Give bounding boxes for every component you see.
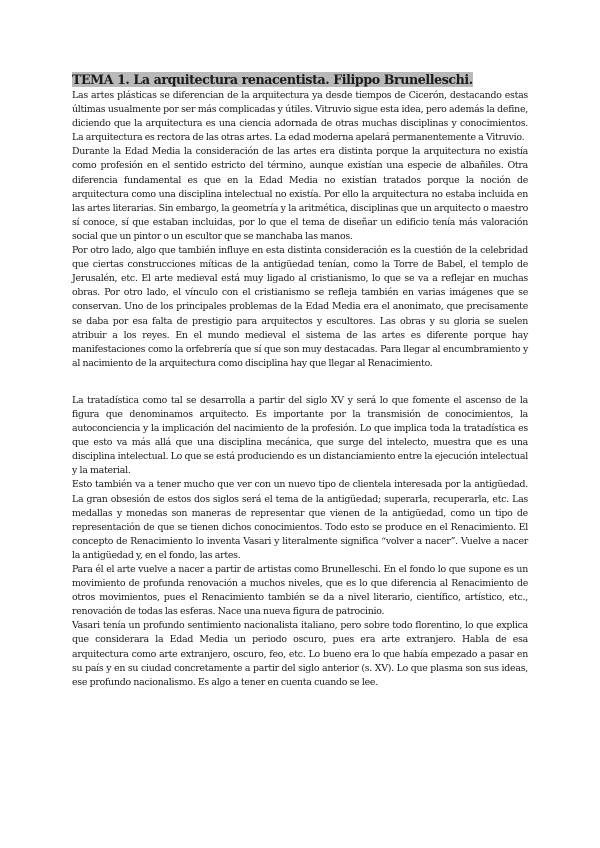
paragraph: Durante la Edad Media la consideración de las artes era distinta porque la arquitectura no existía como profesión en el sentido estricto del término, aunque existían una especie de albañiles. Otra diferencia fundamental es que en la Edad Media no existían tratados porque la noción de arquitectura como una disciplina intelectual no existía. Por ello la arquitectura no estaba incluida en las artes literarias. Sin embargo, la geometría y la aritmética, disciplinas que un arquitecto o maestro sí conoce, sí que estaban incluidas, por lo que el tema de diseñar un edificio tenía más valoración social que un pintor o un escultor que se manchaba las manos. xyxy=(72,146,528,242)
paragraph: Vasari tenía un profundo sentimiento nacionalista italiano, pero sobre todo florentino, lo que explica que considerara la Edad Media un periodo oscuro, pues era arte extranjero. Habla de esa arquitectura como arte extranjero, oscuro, feo, etc. Lo bueno era lo que había empezado a pasar en su país y en su ciudad concretamente a partir del siglo anterior (s. XV). Lo que plasma son sus ideas, ese profundo nacionalismo. Es algo a tener en cuenta cuando se lee. xyxy=(72,620,528,688)
paragraph: La tratadística como tal se desarrolla a partir del siglo XV y será lo que fomente el ascenso de la figura que denominamos arquitecto. Es importante por la transmisión de conocimientos, la autoconciencia y la implicación del nacimiento de la profesión. Lo que implica toda la tratadística es que esto va más allá que una disciplina mecánica, que surge del intelecto, muestra que es una disciplina intelectual. Lo que se está produciendo es un distanciamiento entre la ejecución intelectual y la material. xyxy=(72,394,528,477)
paragraph: Esto también va a tener mucho que ver con un nuevo tipo de clientela interesada por la antigüedad. La gran obsesión de estos dos siglos será el tema de la antigüedad; superarla, recuperarla, etc. Las medallas y monedas son maneras de representar que vienen de la antigüedad, como un tipo de representación de que se tienen dichos conocimientos. Todo esto se produce en el Renacimiento. El concepto de Renacimiento lo inventa Vasari y literalmente significa “volver a nacer”. Vuelve a nacer la antigüedad y, en el fondo, las artes. xyxy=(72,479,528,561)
paragraph: Por otro lado, algo que también influye en esta distinta consideración es la cuestión de la celebridad que ciertas construcciones míticas de la antigüedad tenían, como la Torre de Babel, el templo de Jerusalén, etc. El arte medieval está muy ligado al cristianismo, lo que se va a reflejar en muchas obras. Por otro lado, el vínculo con el cristianismo se refleja también en varias imágenes que se conservan. Uno de los principales problemas de la Edad Media era el anonimato, que precisamente se daba por esa falta de prestigio para arquitectos y escultores. Las obras y su gloria se suelen atribuir a los reyes. En el mundo medieval el sistema de las artes es diferente porque hay manifestaciones como la orfebrería que sí que son muy destacadas. Para llegar al encumbramiento y al nacimiento de la arquitectura como disciplina hay que llegar al Renacimiento. xyxy=(72,245,528,369)
document-title: TEMA 1. La arquitectura renacentista. Filippo Brunelleschi. xyxy=(72,72,473,87)
document-page xyxy=(72,70,528,690)
paragraph: Para él el arte vuelve a nacer a partir de artistas como Brunelleschi. En el fondo lo que supone es un movimiento de profunda renovación a muchos niveles, que es lo que diferencia al Renacimiento de otros movimientos, pues el Renacimiento también se da a nivel literario, científico, artístico, etc., renovación de todas las esferas. Nace una nueva figura de patrocinio. xyxy=(72,564,528,618)
title-wrapper xyxy=(72,70,528,88)
paragraph: Las artes plásticas se diferencian de la arquitectura ya desde tiempos de Cicerón, destacando estas últimas usualmente por ser más complicadas y útiles. Vitruvio sigue esta idea, pero además la define, diciendo que la arquitectura es una ciencia adornada de otras muchas disciplinas y conocimientos. La arquitectura es rectora de las otras artes. La edad moderna apelará permanentemente a Vitruvio. xyxy=(72,90,528,144)
paragraph-spacer xyxy=(72,371,528,394)
